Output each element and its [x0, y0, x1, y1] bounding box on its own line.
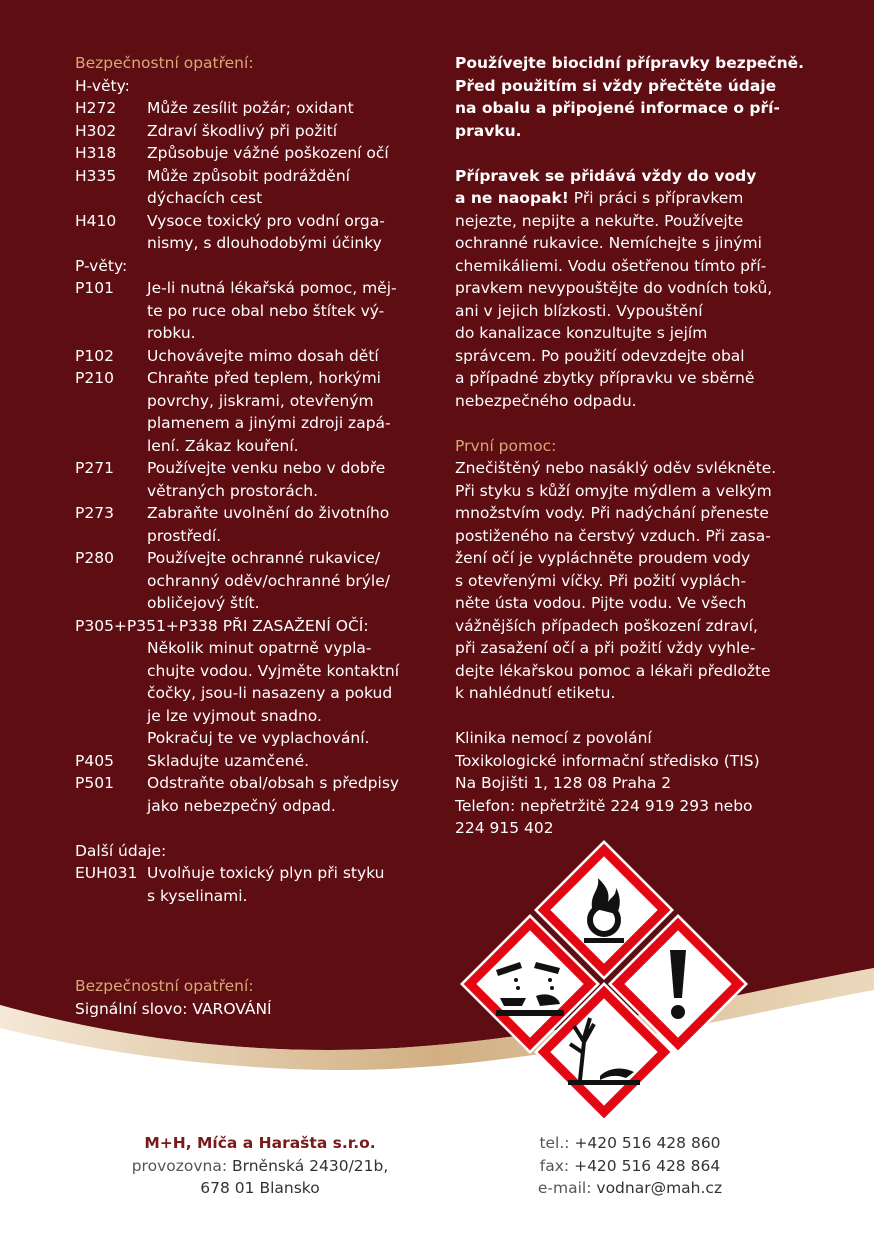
- p305-line: Několik minut opatrně vypla-: [147, 639, 372, 657]
- statement-text: [147, 345, 427, 368]
- statement-line: prostředí.: [147, 526, 222, 545]
- address-city: 678 01 Blansko: [200, 1179, 320, 1197]
- signal-heading: Bezpečnostní opatření:: [75, 977, 254, 995]
- statement-line: Zabraňte uvolnění do životního: [147, 504, 390, 522]
- contact-info: [455, 727, 805, 840]
- usage-line: [455, 187, 805, 210]
- statement-line: Způsobuje vážné poškození očí: [147, 144, 389, 162]
- first-aid-line: Znečištěný nebo nasáklý oděv svlékněte.: [455, 459, 777, 477]
- usage-line: správcem. Po použití odevzdejte obal: [455, 346, 745, 365]
- h-statements: [75, 97, 427, 255]
- statement-text: [147, 457, 427, 502]
- statement-row: [75, 97, 427, 120]
- statement-line: Může způsobit podráždění: [147, 166, 350, 185]
- first-aid-line: s otevřenými víčky. Při požití vyplách-: [455, 571, 747, 590]
- first-aid-line: vážnějších případech poškození zdraví,: [455, 616, 758, 635]
- tel-label: tel.:: [539, 1134, 575, 1152]
- statement-text: [147, 750, 427, 773]
- statement-row: [75, 457, 427, 502]
- first-aid-line: Při styku s kůží omyjte mýdlem a velkým: [455, 481, 772, 500]
- statement-code: P280: [75, 549, 114, 567]
- tel-number[interactable]: +420 516 428 860: [574, 1134, 721, 1152]
- left-column: [75, 52, 427, 907]
- first-aid-line: něte ústa vodou. Pijte vodu. Ve všech: [455, 594, 747, 612]
- statement-line: nismy, s dlouhodobými účinky: [147, 234, 382, 252]
- p-heading: P-věty:: [75, 256, 128, 275]
- statement-text: [147, 547, 427, 615]
- h-heading: H-věty:: [75, 76, 130, 95]
- statement-row: [75, 502, 427, 547]
- statement-line: povrchy, jiskrami, otevřeným: [147, 391, 374, 410]
- company-address: [110, 1155, 410, 1178]
- euh-statement: [75, 862, 427, 907]
- contact-line: Toxikologické informační středisko (TIS): [455, 751, 760, 770]
- fax-line: [480, 1155, 780, 1178]
- email-label: e-mail:: [537, 1179, 597, 1197]
- first-aid-line: žení očí je vypláchněte proudem vody: [455, 549, 751, 567]
- statement-line: Chraňte před teplem, horkými: [147, 369, 381, 387]
- email-line: [480, 1177, 780, 1200]
- euh-code: EUH031: [75, 864, 138, 882]
- company-name: M+H, Míča a Harašta s.r.o.: [144, 1134, 376, 1152]
- statement-line: Odstraňte obal/obsah s předpisy: [147, 774, 400, 792]
- signal-word: Signální slovo: VAROVÁNÍ: [75, 999, 272, 1018]
- euh-text: [147, 862, 427, 907]
- fax-label: fax:: [539, 1156, 575, 1175]
- p305-text: [75, 637, 427, 750]
- intro-paragraph: [455, 52, 805, 142]
- euh-line: Uvolňuje toxický plyn při styku: [147, 864, 385, 882]
- statement-code: H272: [75, 99, 117, 117]
- other-heading: Další údaje:: [75, 841, 167, 860]
- first-aid-line: k nahlédnutí etiketu.: [455, 684, 616, 702]
- usage-line: nebezpečného odpadu.: [455, 391, 637, 410]
- usage-line: do kanalizace konzultujte s jejím: [455, 324, 708, 342]
- contact-line: Telefon: nepřetržitě 224 919 293 nebo: [455, 796, 753, 815]
- statement-row: [75, 142, 427, 165]
- p305-line: chujte vodou. Vyjměte kontaktní: [147, 661, 400, 680]
- statement-code: P501: [75, 774, 114, 792]
- statement-code: H302: [75, 121, 117, 140]
- usage-bold-start: a ne naopak!: [455, 189, 569, 207]
- p305-heading: P305+P351+P338 PŘI ZASAŽENÍ OČÍ:: [75, 616, 369, 635]
- first-aid-line: postiženého na čerstvý vzduch. Při zasa-: [455, 526, 771, 545]
- usage-line: nejezte, nepijte a nekuřte. Používejte: [455, 211, 744, 230]
- statement-line: te po ruce obal nebo štítek vý-: [147, 301, 385, 320]
- statement-text: [147, 772, 427, 817]
- statement-text: [147, 165, 427, 210]
- p-statements-2: [75, 750, 427, 818]
- usage-bold-line: Přípravek se přidává vždy do vody: [455, 166, 757, 185]
- right-column: [455, 52, 805, 840]
- usage-line: chemikáliemi. Vodu ošetřenou tímto pří-: [455, 256, 767, 275]
- first-aid-heading: První pomoc:: [455, 436, 557, 455]
- statement-code: P102: [75, 346, 114, 365]
- usage-rest: Při práci s přípravkem: [568, 189, 744, 207]
- statement-text: [147, 502, 427, 547]
- statement-code: P271: [75, 459, 114, 477]
- statement-line: plamenem a jinými zdroji zapá-: [147, 414, 391, 432]
- statement-line: ochranný oděv/ochranné brýle/: [147, 571, 390, 590]
- intro-line: pravku.: [455, 121, 522, 140]
- statement-row: [75, 772, 427, 817]
- statement-line: robku.: [147, 324, 196, 342]
- footer-contact: [480, 1132, 780, 1200]
- contact-line: Klinika nemocí z povolání: [455, 729, 652, 747]
- statement-line: jako nebezpečný odpad.: [147, 796, 336, 815]
- statement-line: větraných prostorách.: [147, 481, 319, 500]
- p-statements: [75, 277, 427, 615]
- first-aid-line: dejte lékařskou pomoc a lékaři předložte: [455, 661, 771, 680]
- fax-number: +420 516 428 864: [574, 1156, 721, 1175]
- intro-line: Používejte biocidní přípravky bezpečně.: [455, 54, 805, 72]
- address-street: Brněnská 2430/21b,: [232, 1156, 389, 1175]
- statement-line: Používejte venku nebo v dobře: [147, 459, 386, 477]
- statement-text: [147, 367, 427, 457]
- statement-line: dýchacích cest: [147, 189, 263, 207]
- p305-line: čočky, jsou-li nasazeny a pokud: [147, 684, 393, 702]
- usage-line: ani v jejich blízkosti. Vypouštění: [455, 301, 703, 320]
- statement-line: Skladujte uzamčené.: [147, 751, 310, 770]
- statement-code: P210: [75, 369, 114, 387]
- statement-row: [75, 165, 427, 210]
- statement-code: H410: [75, 211, 117, 230]
- statement-line: Používejte ochranné rukavice/: [147, 549, 381, 567]
- statement-line: Zdraví škodlivý při požití: [147, 121, 338, 140]
- statement-line: Vysoce toxický pro vodní orga-: [147, 211, 385, 230]
- statement-row: [75, 750, 427, 773]
- p305-line: Pokračuj te ve vyplachování.: [147, 729, 370, 747]
- usage-line: ochranné rukavice. Nemíchejte s jinými: [455, 234, 762, 252]
- statement-code: P405: [75, 751, 114, 770]
- statement-code: P101: [75, 279, 114, 297]
- safety-heading: Bezpečnostní opatření:: [75, 54, 254, 72]
- hazard-pictograms: [455, 840, 775, 1120]
- first-aid-text: [455, 457, 805, 705]
- usage-line: pravkem nevypouštějte do vodních toků,: [455, 279, 773, 297]
- statement-text: [147, 210, 427, 255]
- first-aid-line: množstvím vody. Při nadýchání přeneste: [455, 504, 769, 522]
- usage-paragraph: [455, 165, 805, 413]
- statement-line: Může zesílit požár; oxidant: [147, 99, 354, 117]
- contact-line: Na Bojišti 1, 128 08 Praha 2: [455, 774, 672, 792]
- p305-line: je lze vyjmout snadno.: [147, 706, 322, 725]
- tel-line: [480, 1132, 780, 1155]
- intro-line: na obalu a připojené informace o pří-: [455, 99, 780, 117]
- statement-row: [75, 277, 427, 345]
- statement-code: H335: [75, 166, 117, 185]
- signal-block: [75, 975, 415, 1020]
- statement-line: Je-li nutná lékařská pomoc, měj-: [147, 279, 397, 297]
- statement-code: H318: [75, 144, 117, 162]
- statement-line: obličejový štít.: [147, 594, 260, 612]
- statement-text: [147, 97, 427, 120]
- first-aid-line: při zasažení očí a při požití vždy vyhle-: [455, 639, 756, 657]
- statement-row: [75, 210, 427, 255]
- statement-row: [75, 120, 427, 143]
- usage-line: a případné zbytky přípravku ve sběrně: [455, 369, 755, 387]
- euh-line: s kyselinami.: [147, 886, 248, 905]
- statement-line: lení. Zákaz kouření.: [147, 436, 299, 455]
- footer-company: [110, 1132, 410, 1200]
- contact-line: 224 915 402: [455, 819, 554, 837]
- address-label: provozovna:: [131, 1156, 232, 1175]
- statement-row: [75, 547, 427, 615]
- statement-text: [147, 277, 427, 345]
- statement-text: [147, 120, 427, 143]
- intro-line: Před použitím si vždy přečtěte údaje: [455, 76, 777, 95]
- email-link[interactable]: vodnar@mah.cz: [596, 1179, 723, 1197]
- statement-code: P273: [75, 504, 114, 522]
- statement-text: [147, 142, 427, 165]
- statement-row: [75, 345, 427, 368]
- statement-line: Uchovávejte mimo dosah dětí: [147, 346, 379, 365]
- statement-row: [75, 367, 427, 457]
